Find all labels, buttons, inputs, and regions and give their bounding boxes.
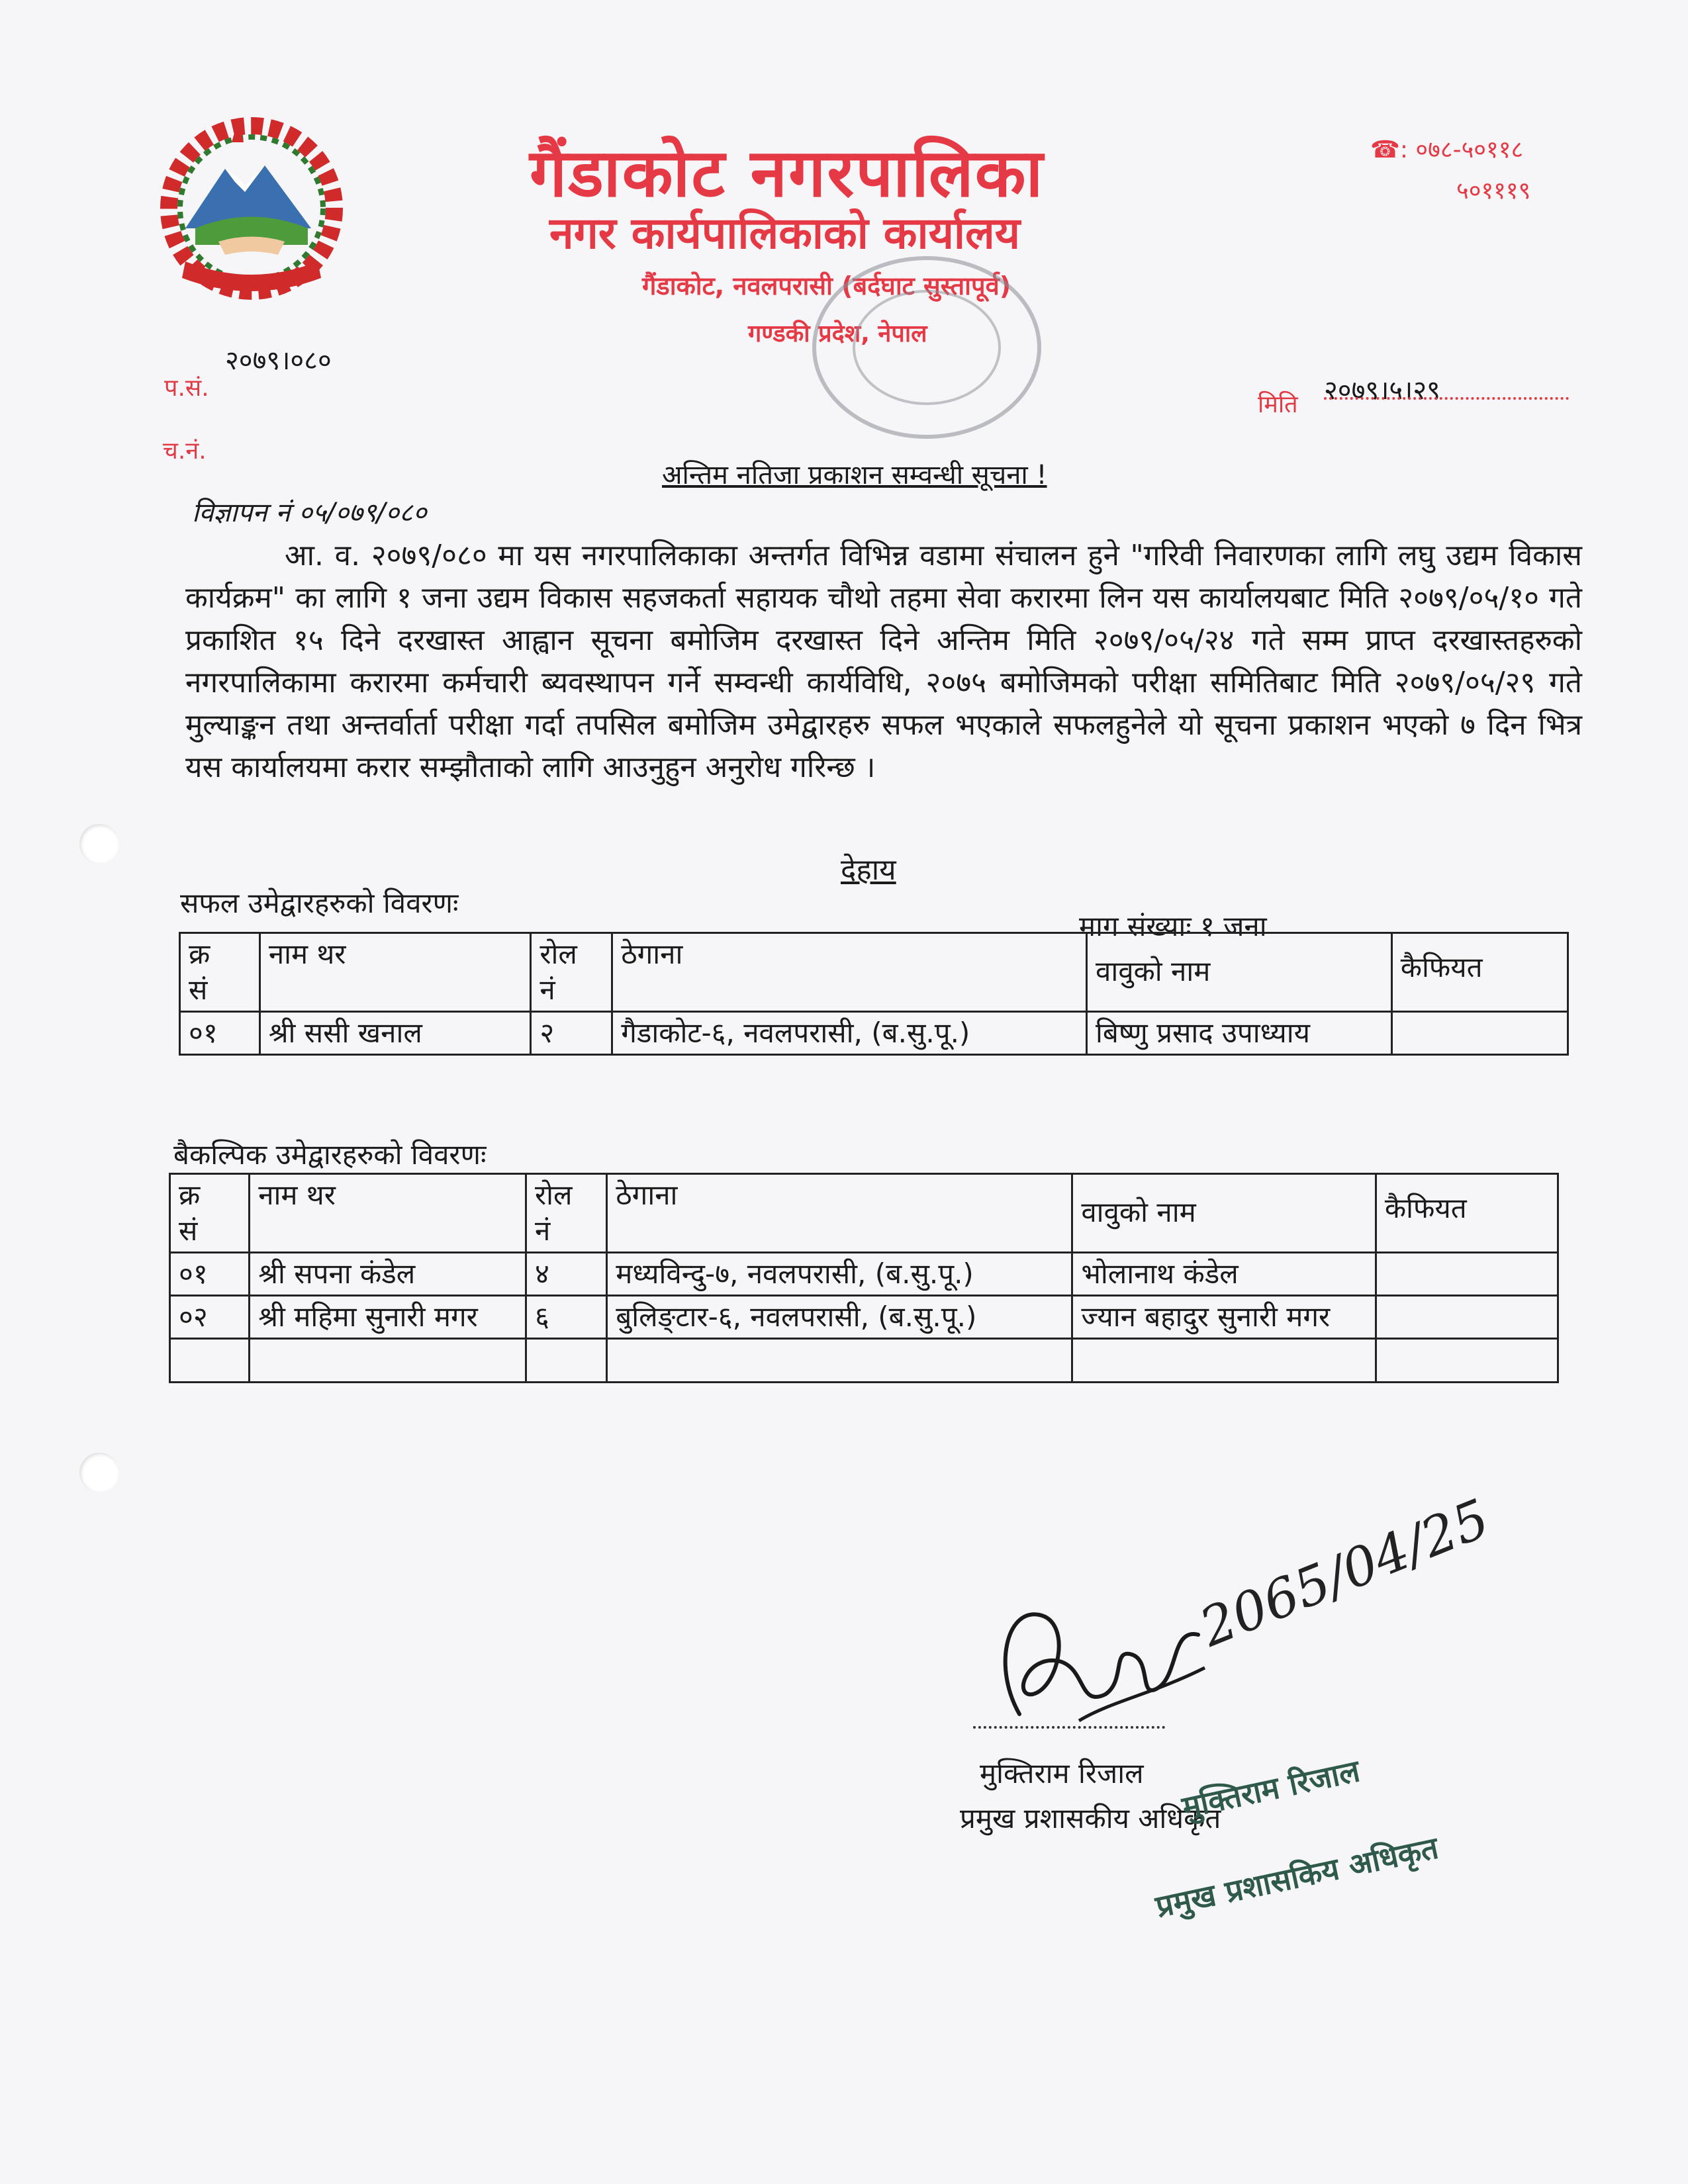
cell-sn: ०१ xyxy=(170,1253,250,1296)
successful-candidates-table xyxy=(179,932,1569,1056)
header-sn-line2: सं xyxy=(179,1214,198,1247)
cell-name: श्री ससी खनाल xyxy=(259,1012,531,1055)
annex-heading: देहाय xyxy=(841,853,896,887)
office-province: गण्डकी प्रदेश, नेपाल xyxy=(748,320,927,347)
header-sn-line1: क्र xyxy=(179,1179,201,1211)
punch-hole xyxy=(79,1453,119,1492)
cell-address xyxy=(607,1339,1072,1383)
notice-subject: अन्तिम नतिजा प्रकाशन सम्वन्धी सूचना ! xyxy=(662,460,1047,490)
cell-address: मध्यविन्दु-७, नवलपरासी, (ब.सु.पू.) xyxy=(607,1253,1072,1296)
date-label: मिति xyxy=(1258,391,1298,418)
office-title: गैंडाकोट नगरपालिका xyxy=(530,134,1045,212)
date-dotted-line xyxy=(1324,397,1569,400)
cell-roll: ६ xyxy=(526,1296,607,1339)
cell-father: बिष्णु प्रसाद उपाध्याय xyxy=(1086,1012,1391,1055)
cell-father: भोलानाथ कंडेल xyxy=(1072,1253,1376,1296)
stamp-signatory-title: प्रमुख प्रशासकिय अधिकृत xyxy=(1152,1829,1442,1925)
header-name: नाम थर xyxy=(250,1174,526,1253)
header-roll-line1: रोल xyxy=(539,938,577,970)
cell-roll: ४ xyxy=(526,1253,607,1296)
header-remarks-text: कैफियत xyxy=(1400,951,1483,983)
cell-remarks xyxy=(1391,1012,1568,1055)
alternate-candidates-table xyxy=(169,1173,1559,1383)
table-row xyxy=(170,1296,1558,1339)
header-father xyxy=(1072,1174,1376,1253)
table-row xyxy=(170,1339,1558,1383)
punch-hole xyxy=(79,824,119,864)
notice-body xyxy=(185,535,1582,789)
cell-roll: २ xyxy=(531,1012,612,1055)
header-remarks xyxy=(1391,933,1568,1012)
office-address: गैंडाकोट, नवलपरासी (बर्दघाट सुस्तापूर्व) xyxy=(642,271,1011,300)
header-father-text: वावुको नाम xyxy=(1095,955,1211,987)
header-father-text: वावुको नाम xyxy=(1081,1196,1196,1228)
header-address: ठेगाना xyxy=(607,1174,1072,1253)
table-header-row xyxy=(170,1174,1558,1253)
phone-number-2: ५०१११९ xyxy=(1456,177,1531,205)
table-row xyxy=(170,1253,1558,1296)
header-remarks xyxy=(1376,1174,1558,1253)
cell-sn: ०१ xyxy=(180,1012,260,1055)
header-sn-line2: सं xyxy=(189,974,208,1006)
office-subtitle: नगर कार्यपालिकाको कार्यालय xyxy=(549,208,1020,259)
cell-father xyxy=(1072,1339,1376,1383)
cell-sn: ०२ xyxy=(170,1296,250,1339)
signature-dotted-line xyxy=(973,1726,1165,1729)
successful-candidates-heading: सफल उमेद्वारहरुको विवरणः xyxy=(180,887,459,919)
table-header-row xyxy=(180,933,1568,1012)
stamp-signatory-name: मुक्तिराम रिजाल xyxy=(1179,1752,1363,1825)
header-roll xyxy=(526,1174,607,1253)
notice-body-paragraph: आ. व. २०७९/०८० मा यस नगरपालिकाका अन्तर्गत विभिन्न वडामा संचालन हुने "गरिवी निवारणका लागि लघु उद्यम विकास कार्यक्रम" का लागि १ जना उद्यम विकास सहजकर्ता सहायक चौथो तहमा सेवा करारमा लिन यस कार्यालयबाट मिति २०७९/०५/१० गते प्रकाशित १५ दिने दरखास्त आह्वान सूचना बमोजिम दरखास्त दिने अन्तिम मिति २०७९/०५/२४ गते सम्म प्राप्त दरखास्तहरुको नगरपालिकामा करारमा कर्मचारी ब्यवस्थापन गर्ने सम्वन्धी कार्यविधि, २०७५ बमोजिमको परीक्षा समितिबाट मिति २०७९/०५/२९ गते मुल्याङ्कन तथा अन्तर्वार्ता परीक्षा गर्दा तपसिल बमोजिम उमेद्वारहरु सफल भएकाले सफलहुनेले यो सूचना प्रकाशन भएको ७ दिन भित्र यस कार्यालयमा करार सम्झौताको लागि आउनुहुन अनुरोध गरिन्छ । xyxy=(185,539,1582,784)
signatory-name: मुक्तिराम रिजाल xyxy=(980,1757,1144,1790)
signatory-title: प्रमुख प्रशासकीय अधिकृत xyxy=(960,1802,1221,1835)
handwritten-date: 2065/04/25 xyxy=(1192,1487,1498,1659)
cell-remarks xyxy=(1376,1253,1558,1296)
cell-sn xyxy=(170,1339,250,1383)
table-row xyxy=(180,1012,1568,1055)
header-father xyxy=(1086,933,1391,1012)
reference-label: प.सं. xyxy=(164,375,209,402)
date-value: २०७९।५।२९ xyxy=(1324,375,1440,406)
cell-remarks xyxy=(1376,1296,1558,1339)
header-address: ठेगाना xyxy=(612,933,1087,1012)
cell-name: श्री महिमा सुनारी मगर xyxy=(250,1296,526,1339)
chalani-label: च.नं. xyxy=(163,437,207,465)
cell-roll xyxy=(526,1339,607,1383)
header-remarks-text: कैफियत xyxy=(1384,1192,1467,1224)
government-emblem xyxy=(139,113,364,311)
handwritten-signature xyxy=(980,1588,1218,1734)
header-name: नाम थर xyxy=(259,933,531,1012)
header-roll-line2: नं xyxy=(539,974,555,1006)
header-roll-line2: नं xyxy=(535,1214,551,1247)
header-roll xyxy=(531,933,612,1012)
office-round-stamp xyxy=(794,245,1059,450)
cell-father: ज्यान बहादुर सुनारी मगर xyxy=(1072,1296,1376,1339)
alternate-candidates-heading: बैकल्पिक उमेद्वारहरुको विवरणः xyxy=(173,1138,487,1171)
cell-remarks xyxy=(1376,1339,1558,1383)
phone-number-1: ☎: ०७८-५०११८ xyxy=(1370,136,1524,163)
reference-number: २०७९।०८० xyxy=(225,345,332,376)
cell-name xyxy=(250,1339,526,1383)
header-sn xyxy=(180,933,260,1012)
cell-address: गैडाकोट-६, नवलपरासी, (ब.सु.पू.) xyxy=(612,1012,1087,1055)
header-sn xyxy=(170,1174,250,1253)
header-sn-line1: क्र xyxy=(189,938,211,970)
advertisement-number: विज्ञापन नं ०५/०७९/०८० xyxy=(192,498,427,528)
header-roll-line1: रोल xyxy=(535,1179,573,1211)
cell-name: श्री सपना कंडेल xyxy=(250,1253,526,1296)
cell-address: बुलिङ्टार-६, नवलपरासी, (ब.सु.पू.) xyxy=(607,1296,1072,1339)
demand-count: माग संख्याः १ जना xyxy=(1079,910,1267,942)
